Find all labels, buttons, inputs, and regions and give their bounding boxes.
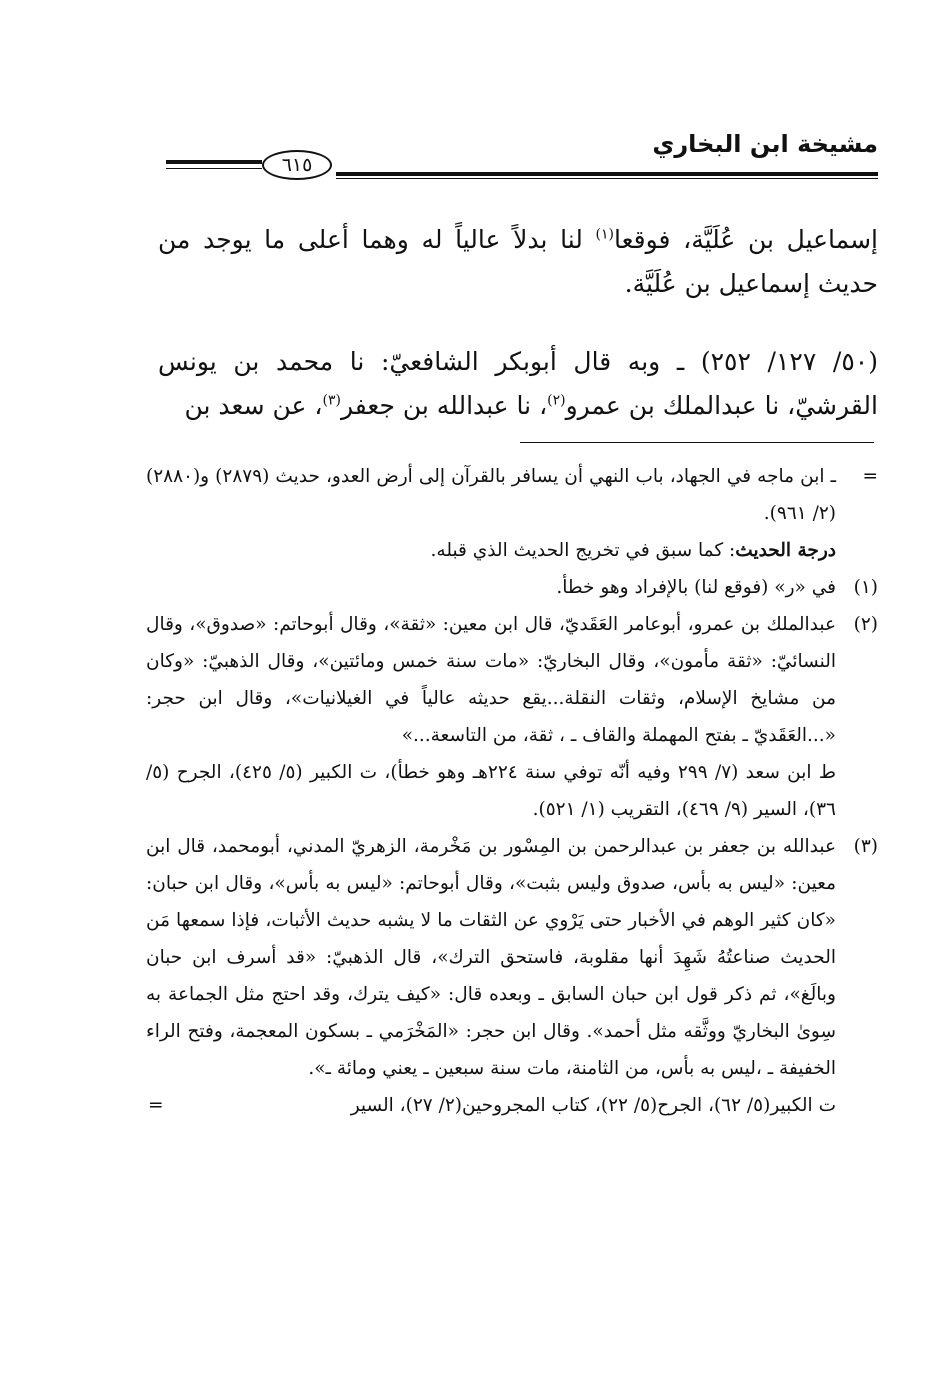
- footnote-1-text: في «ر» (فوقع لنا) بالإفراد وهو خطأ.: [556, 577, 836, 598]
- continuation-marker: =: [862, 466, 878, 487]
- continuation-text: ـ ابن ماجه في الجهاد، باب النهي أن يسافر بالقرآن إلى أرض العدو، حديث (٢٨٧٩) و(٢٨٨٠)(٢/ ٩٦١).: [146, 466, 837, 524]
- footnote-1-marker: (١): [853, 577, 878, 598]
- footnote-3-marker: (٣): [853, 836, 878, 857]
- page-header: [158, 128, 878, 192]
- footnotes: [146, 458, 878, 1124]
- footnote-separator: [520, 442, 874, 443]
- footnote-2-refs: ط ابن سعد (٧/ ٢٩٩ وفيه أنّه توفي سنة ٢٢٤هـ وهو خطأ)، ت الكبير (٥/ ٤٢٥)، الجرح (٥/ ٣٦)، السير (٩/ ٤٦٩)، التقريب (١/ ٥٢١).: [146, 762, 836, 820]
- book-title: مشيخة ابن البخاري: [652, 130, 878, 158]
- footnote-1: [146, 569, 878, 606]
- header-rule-left-thin: [166, 168, 262, 169]
- footnote-ref-3: (٣): [322, 392, 341, 409]
- grade-text: : كما سبق في تخريج الحديث الذي قبله.: [430, 540, 736, 561]
- hadith-grade: [146, 532, 836, 569]
- paragraph-2-part-a: (٥٠/ ١٢٧/ ٢٥٢) ـ وبه قال أبوبكر الشافعيّ: نا محمد بن يونس القرشيّ، نا عبدالملك بن عمرو: [158, 347, 878, 420]
- footnote-2-text: عبدالملك بن عمرو، أبوعامر العَقَديّ، قال ابن معين: «ثقة»، وقال أبوحاتم: «صدوق»، وقال النسائيّ: «ثقة مأمون»، وقال البخاريّ: «مات سنة خمس ومائتين»، وقال الذهبيّ: «وكان من مشايخ الإسلام، وثقات النقلة...يقع حديثه عالياً في الغيلانيات»، وقال ابن حجر: «...العَقَديّ ـ بفتح المهملة والقاف ـ ، ثقة، من التاسعة...»: [146, 614, 836, 746]
- grade-label: درجة الحديث: [735, 540, 836, 561]
- header-rule-left-thick: [166, 160, 262, 164]
- footnote-3-refs: ت الكبير(٥/ ٦٢)، الجرح(٥/ ٢٢)، كتاب المجروحين(٢/ ٢٧)، السير: [350, 1095, 836, 1116]
- page-number: ٦١٥: [262, 150, 332, 180]
- footnote-3-text: عبدالله بن جعفر بن عبدالرحمن بن المِسْور بن مَخْرمة، الزهريّ المدني، أبومحمد، قال ابن معين: «ليس به بأس، صدوق وليس بثبت»، وقال أبوحاتم: «ليس به بأس»، وقال ابن حبان: «كان كثير الوهم في الأخبار حتى يَرْوي عن الثقات ما لا يشبه حديث الأثبات، فإذا سمعها مَن الحديث صناعتُهُ شَهِدَ أنها مقلوبة، فاستحق الترك»، قال الذهبيّ: «قد أسرف ابن حبان وبالَغ»، ثم ذكر قول ابن حبان السابق ـ وبعده قال: «كيف يترك، وقد احتج مثل الجماعة به سِوىٰ البخاريّ ووثَّقه مثل أحمد». وقال ابن حجر: «المَخْرَمي ـ بسكون المعجمة، وفتح الراء الخفيفة ـ ،ليس به بأس، من الثامنة، مات سنة سبعين ـ يعني ومائة ـ».: [146, 836, 836, 1079]
- footnote-2: [146, 606, 878, 754]
- main-text: [158, 218, 878, 428]
- paragraph-1: [158, 218, 878, 306]
- footnote-2-marker: (٢): [853, 614, 878, 635]
- paragraph-2: [158, 340, 878, 428]
- footnote-continuation: [146, 458, 878, 569]
- paragraph-1-part-b: لنا بدلاً عالياً له وهما أعلى ما يوجد من حديث إسماعيل بن عُلَيَّة.: [158, 225, 878, 298]
- footnote-3-refs-line: [146, 1087, 878, 1124]
- continues-marker: =: [148, 1095, 164, 1116]
- footnote-ref-1: (١): [595, 226, 614, 243]
- header-rule-right: [336, 172, 878, 179]
- paragraph-1-part-a: إسماعيل بن عُلَيَّة، فوقعا: [613, 225, 878, 254]
- paragraph-2-part-b: ، نا عبدالله بن جعفر: [340, 391, 548, 420]
- footnote-ref-2: (٢): [547, 392, 566, 409]
- paragraph-2-part-c: ، عن سعد بن: [184, 391, 323, 420]
- footnote-3: [146, 828, 878, 1087]
